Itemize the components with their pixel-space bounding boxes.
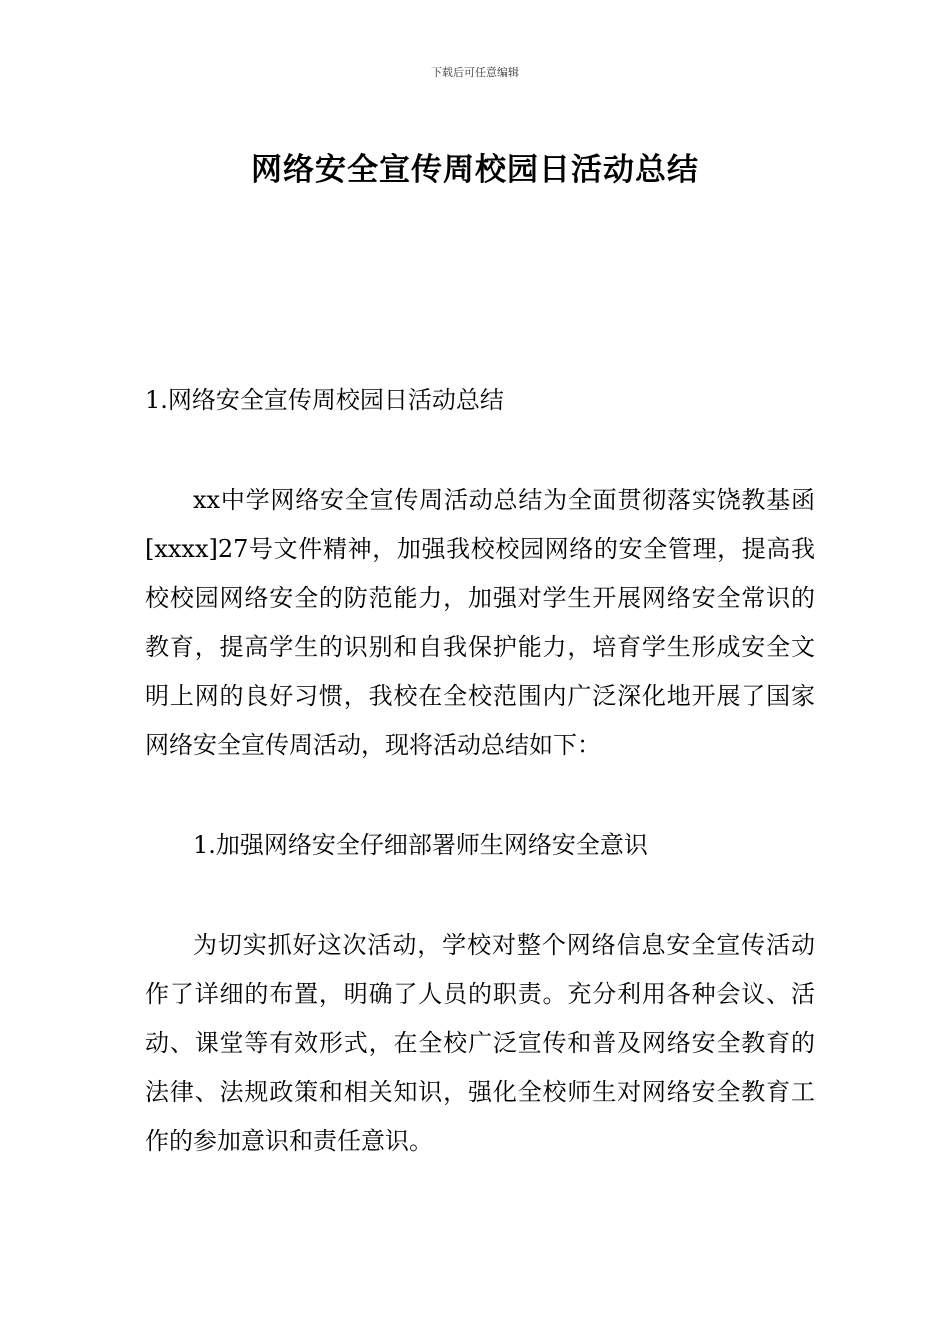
document-title: 网络安全宣传周校园日活动总结: [251, 151, 699, 188]
document-body: [145, 376, 815, 1217]
sub-heading: 1.加强网络安全仔细部署师生网络安全意识: [193, 831, 648, 859]
section-heading: 1.网络安全宣传周校园日活动总结: [145, 386, 504, 414]
paragraph-deployment: 为切实抓好这次活动，学校对整个网络信息安全宣传活动作了详细的布置，明确了人员的职责。充分利用各种会议、活动、课堂等有效形式，在全校广泛宣传和普及网络安全教育的法律、法规政策和相关知识，强化全校师生对网络安全教育工作的参加意识和责任意识。: [145, 931, 815, 1155]
paragraph-intro: xx中学网络安全宣传周活动总结为全面贯彻落实饶教基函[xxxx]27号文件精神，加强我校校园网络的安全管理，提高我校校园网络安全的防范能力，加强对学生开展网络安全常识的教育，提高学生的识别和自我保护能力，培育学生形成安全文明上网的良好习惯，我校在全校范围内广泛深化地开展了国家网络安全宣传周活动，现将活动总结如下：: [145, 486, 815, 759]
header-note: 下载后可任意编辑: [431, 66, 519, 79]
